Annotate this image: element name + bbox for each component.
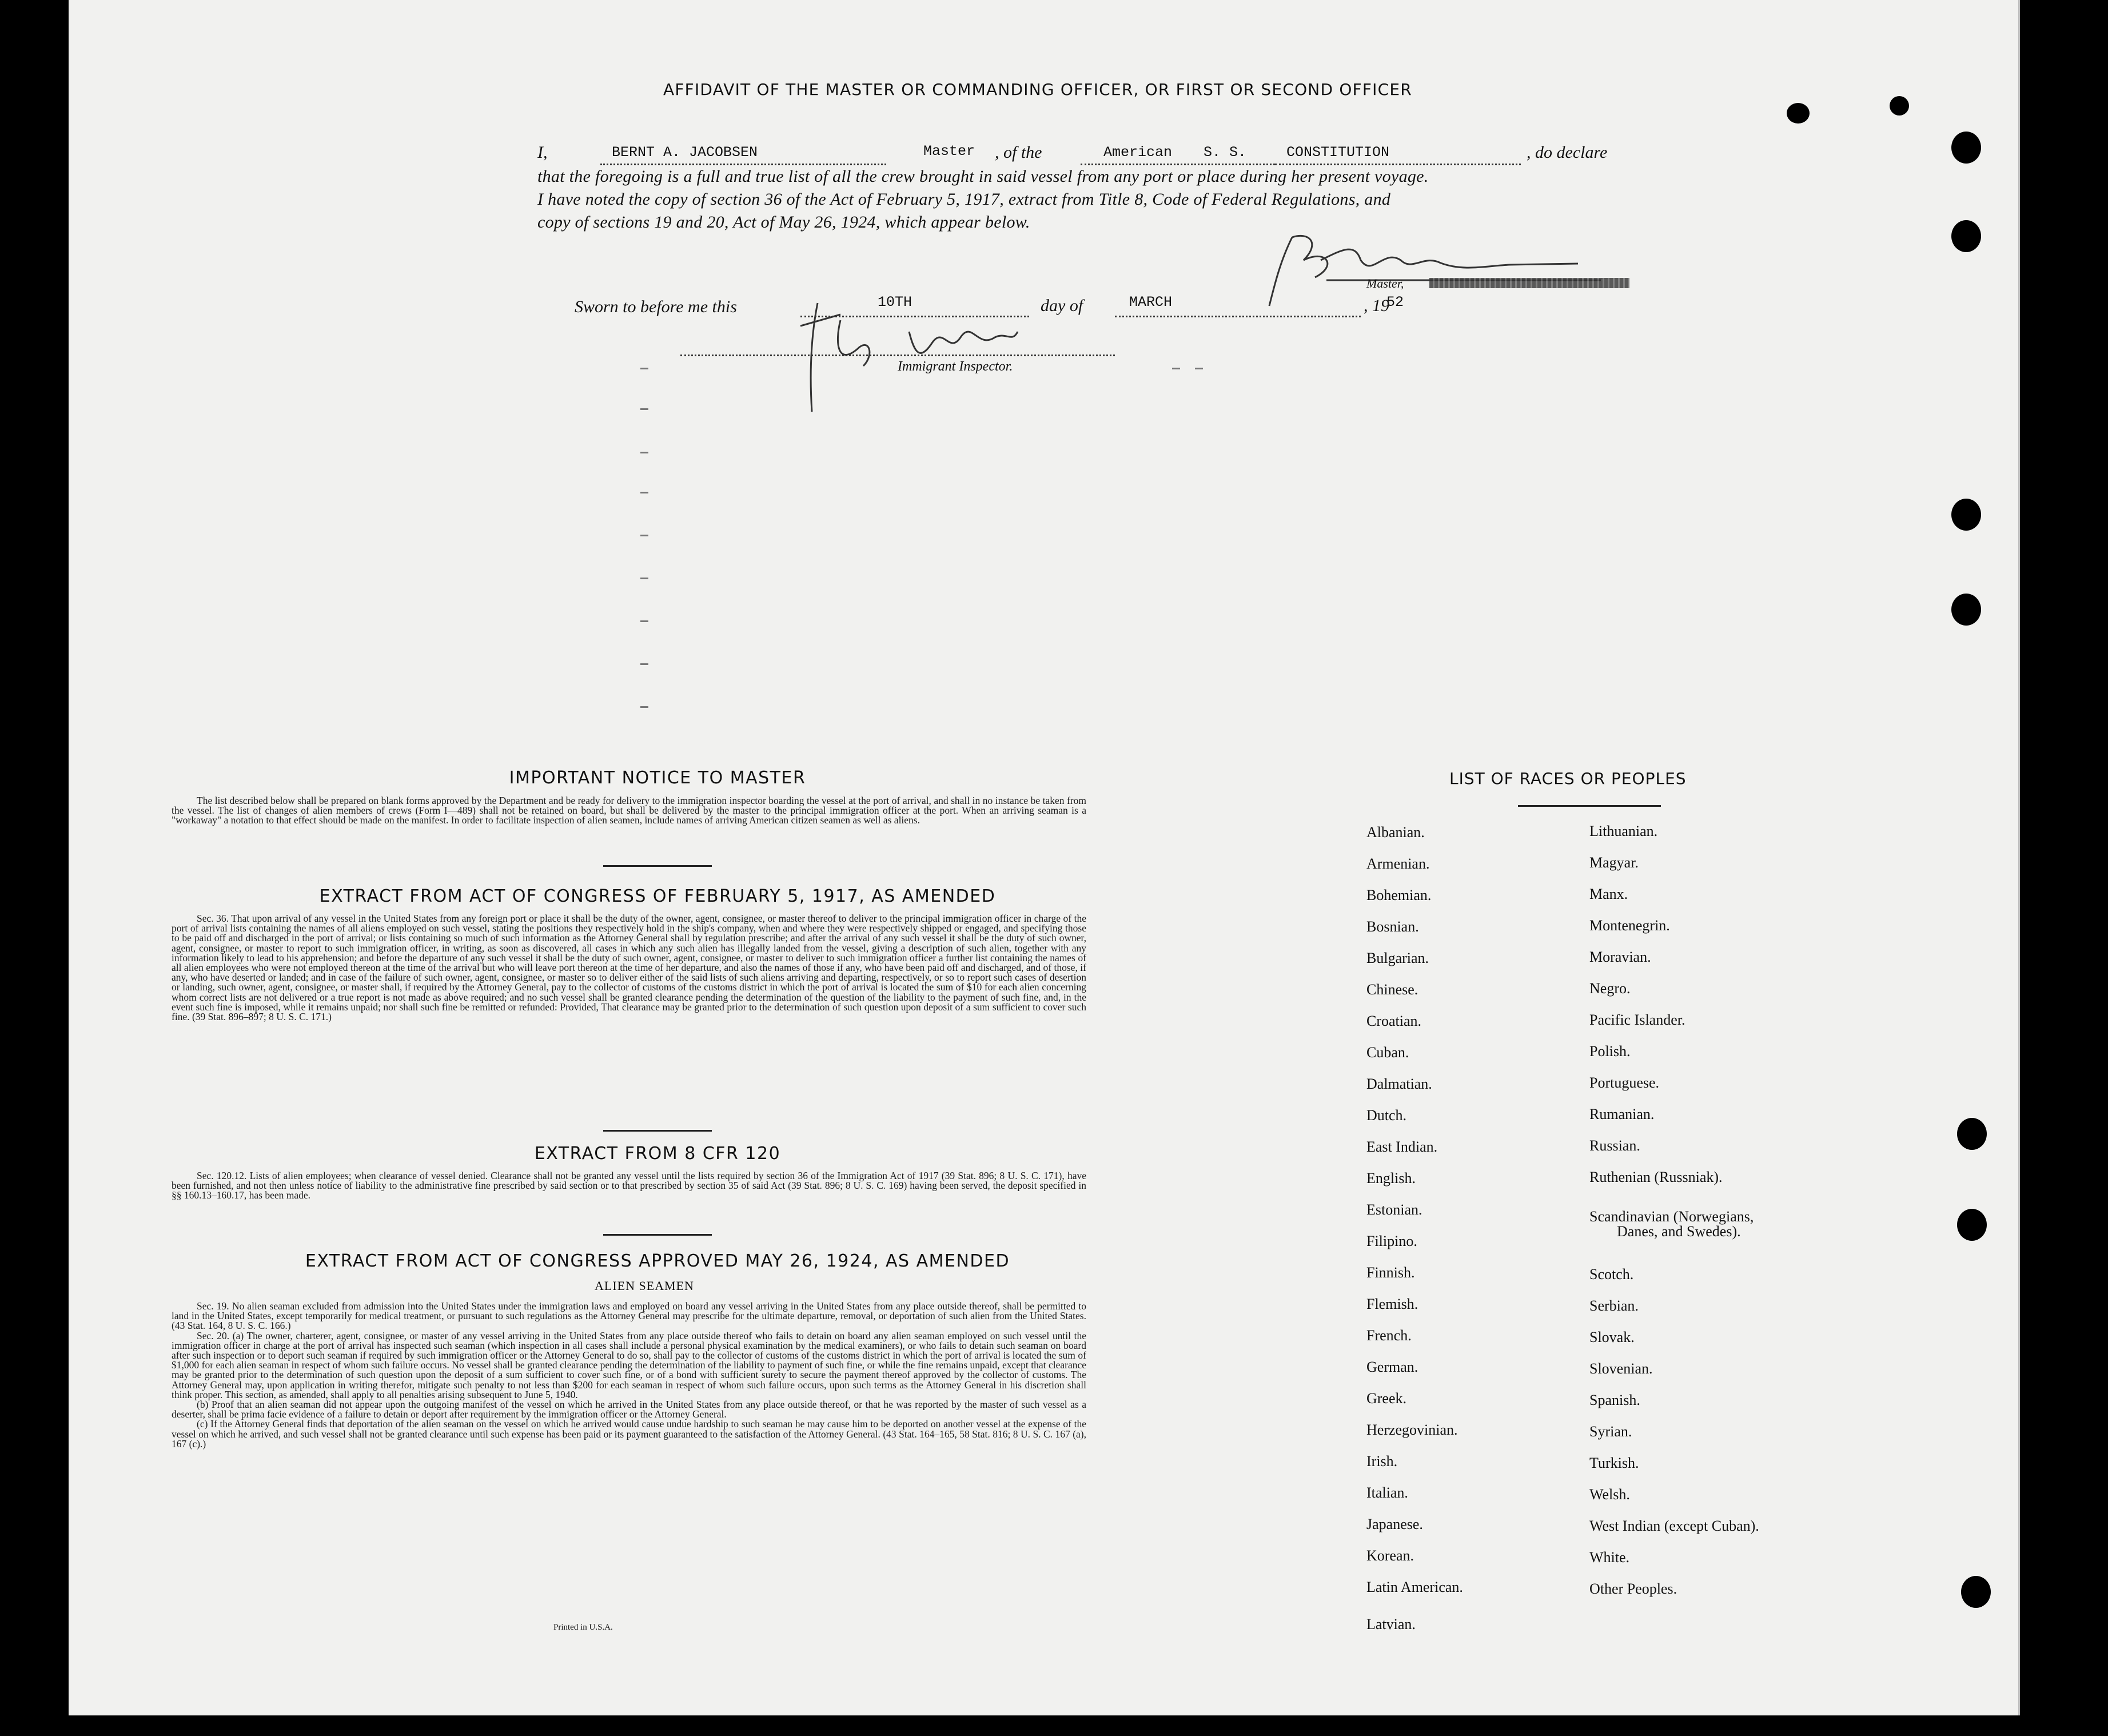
race-left-26: Latvian.: [1366, 1616, 1416, 1633]
binder-hole: [1957, 1209, 1987, 1241]
race-left-19: Greek.: [1366, 1390, 1407, 1407]
race-left-15: Finnish.: [1366, 1264, 1415, 1281]
race-right-2: Magyar.: [1589, 854, 1639, 871]
race-right-12: Ruthenian (Russniak).: [1589, 1169, 1723, 1185]
race-left-18: German.: [1366, 1359, 1418, 1375]
of-the-label: , of the: [995, 143, 1042, 162]
extract-1917-heading: EXTRACT FROM ACT OF CONGRESS OF FEBRUARY 5, 1917, AS AMENDED: [319, 886, 996, 906]
margin-dash: [640, 408, 648, 410]
margin-dash: [1195, 368, 1203, 369]
race-left-4: Bosnian.: [1366, 918, 1419, 935]
race-left-17: French.: [1366, 1327, 1412, 1344]
margin-dash: [640, 452, 648, 453]
cfr-heading: EXTRACT FROM 8 CFR 120: [534, 1144, 781, 1164]
declare-text: , do declare: [1527, 143, 1608, 162]
race-left-2: Armenian.: [1366, 855, 1430, 872]
race-right-5: Moravian.: [1589, 949, 1651, 965]
race-left-8: Cuban.: [1366, 1044, 1409, 1061]
sec-120-12-text: Sec. 120.12. Lists of alien employees; when clearance of vessel denied. Clearance shall not be granted any vessel until the lists required by section 36 of the Immigration Act of 1917 (39 Stat. 896; 8 U. S. C. 171), have been furnished, and not then unless notice of liability to the administrative fine prescribed by said section or to that prescribed by section 35 of said Act (39 Stat. 896; 8 U. S. C. 169) having been served, the deposit specified in §§ 160.13–160.17, has been made.: [172, 1170, 1086, 1201]
notice-body: [172, 796, 1086, 826]
binder-hole: [1961, 1576, 1991, 1608]
section-divider: [603, 1234, 712, 1236]
margin-dash: [640, 535, 648, 536]
vessel-prefix: S. S.: [1204, 144, 1247, 161]
struck-title: [1429, 278, 1629, 288]
day-of-label: day of: [1041, 296, 1083, 315]
alien-seamen-subheading: ALIEN SEAMEN: [595, 1279, 694, 1293]
race-left-16: Flemish.: [1366, 1296, 1418, 1312]
race-right-19: Syrian.: [1589, 1423, 1632, 1440]
race-right-15: Serbian.: [1589, 1297, 1639, 1314]
printed-in-usa: Printed in U.S.A.: [553, 1623, 613, 1632]
margin-dash: [640, 706, 648, 708]
race-left-5: Bulgarian.: [1366, 950, 1429, 966]
section-divider: [603, 865, 712, 867]
inspector-label: Immigrant Inspector.: [898, 359, 1013, 374]
extract-1917-body: [172, 914, 1086, 1022]
notice-text: The list described below shall be prepared on blank forms approved by the Department and be ready for delivery to the immigration inspector boarding the vessel at the port of arrival, and shall in no instance be taken from the vessel. The list of changes of alien members of crews (Form I—489) shall not be retained on board, but shall be delivered by the master to the principal immigration officer at the port. When an arriving seaman is a "workaway" a notation to that effect should be made on the manifest. In order to facilitate inspection of alien seamen, include names of arriving American citizen seamen as well as aliens.: [172, 795, 1086, 826]
race-right-4: Montenegrin.: [1589, 917, 1670, 934]
race-left-3: Bohemian.: [1366, 887, 1432, 903]
sworn-day: 10TH: [878, 294, 912, 310]
ink-mark: [1890, 96, 1909, 116]
declaration-prefix: I,: [537, 143, 548, 162]
race-right-22: West Indian (except Cuban).: [1589, 1518, 1759, 1534]
race-right-20: Turkish.: [1589, 1455, 1639, 1471]
race-right-18: Spanish.: [1589, 1392, 1640, 1408]
race-right-9: Portuguese.: [1589, 1074, 1660, 1091]
vessel-name: CONSTITUTION: [1286, 144, 1390, 161]
affidavit-title: AFFIDAVIT OF THE MASTER OR COMMANDING OFFICER, OR FIRST OR SECOND OFFICER: [663, 80, 1412, 99]
margin-dash: [640, 368, 648, 369]
notice-heading: IMPORTANT NOTICE TO MASTER: [509, 768, 806, 788]
race-right-13: [1589, 1209, 1754, 1239]
nationality-field: American: [1103, 144, 1173, 161]
binder-hole: [1951, 220, 1981, 252]
declaration-line-4: copy of sections 19 and 20, Act of May 26, 1924, which appear below.: [537, 213, 1030, 232]
sec-20a-text: Sec. 20. (a) The owner, charterer, agent, consignee, or master of any vessel arriving in the United States from any place outside thereof who fails to detain on board any alien seaman employed on such vessel until the immigration officer in charge at the port of arrival has inspected such seaman (which inspection in all cases shall include a personal physical examination by the medical examiners), or who fails to detain such seaman on board after such inspection or to deport such seaman if required by such immigration officer or the Attorney General to do so, shall pay to the collector of customs of the customs district in which the port of arrival is located the sum of $1,000 for each alien seaman in respect of whom such failure occurs. No vessel shall be granted clearance pending the determination of the liability to payment of such fine, or while the fine remains unpaid, except that clearance may be granted prior to the determination of such question upon the deposit of a sum sufficient to cover such fine, or of a bond with sufficient surety to secure the payment thereof approved by the collector of customs. The Attorney General may, upon application in writing therefor, mitigate such penalty to not less than $200 for each seaman in respect of whom such failure occurs, upon such terms as the Attorney General in his discretion shall think proper. This section, as amended, shall apply to all penalties arising subsequent to June 5, 1940.: [172, 1329, 1086, 1400]
race-right-11: Russian.: [1589, 1137, 1640, 1154]
race-left-12: English.: [1366, 1170, 1416, 1186]
race-left-9: Dalmatian.: [1366, 1076, 1432, 1092]
extract-1924-heading: EXTRACT FROM ACT OF CONGRESS APPROVED MAY 26, 1924, AS AMENDED: [305, 1251, 1010, 1271]
sec-20c-text: (c) If the Attorney General finds that deportation of the alien seaman on the vessel on which he arrived would cause undue hardship to such seaman he may cause him to be deported on another vessel at the expense of the vessel on which he arrived, and such vessel shall not be granted clearance until such expense has been paid or its payment guaranteed to the satisfaction of the Attorney General. (43 Stat. 164–165, 58 Stat. 816; 8 U. S. C. 167 (a), 167 (c).): [172, 1418, 1086, 1450]
binder-hole: [1951, 594, 1981, 626]
margin-dash: [640, 578, 648, 579]
inspector-line: [680, 355, 1115, 356]
race-right-3: Manx.: [1589, 886, 1628, 902]
sec-20b-text: (b) Proof that an alien seaman did not appear upon the outgoing manifest of the vessel on which he arrived in the United States from any place outside thereof, or that he was reported by the master of such vessel as a deserter, shall be prima facie evidence of a failure to detain or deport after requirement by the immigration officer or the Attorney General.: [172, 1399, 1086, 1420]
race-left-10: Dutch.: [1366, 1107, 1407, 1124]
master-title: Master,: [1366, 276, 1404, 290]
race-right-10: Rumanian.: [1589, 1106, 1655, 1122]
declaration-line-3: I have noted the copy of section 36 of the Act of February 5, 1917, extract from Title 8, Code of Federal Regulations, and: [537, 190, 1391, 209]
race-right-13-line-2: Danes, and Swedes).: [1617, 1223, 1741, 1240]
race-right-17: Slovenian.: [1589, 1360, 1653, 1377]
margin-dash: [640, 663, 648, 665]
race-right-24: Other Peoples.: [1589, 1580, 1677, 1597]
ink-mark: [1787, 103, 1810, 124]
race-left-23: Japanese.: [1366, 1516, 1423, 1532]
year-suffix: 52: [1386, 294, 1404, 310]
race-left-24: Korean.: [1366, 1547, 1414, 1564]
race-left-14: Filipino.: [1366, 1233, 1417, 1249]
race-right-21: Welsh.: [1589, 1486, 1630, 1503]
margin-dash: [1172, 368, 1180, 369]
binder-hole: [1951, 499, 1981, 531]
sworn-month: MARCH: [1129, 294, 1173, 310]
race-left-20: Herzegovinian.: [1366, 1422, 1458, 1438]
section-divider: [603, 1130, 712, 1132]
sworn-label: Sworn to before me this: [575, 297, 737, 316]
races-divider: [1518, 805, 1661, 807]
race-right-7: Pacific Islander.: [1589, 1012, 1685, 1028]
race-right-8: Polish.: [1589, 1043, 1631, 1060]
race-left-21: Irish.: [1366, 1453, 1398, 1470]
race-left-7: Croatian.: [1366, 1013, 1422, 1029]
master-name: BERNT A. JACOBSEN: [612, 144, 758, 161]
race-right-13-line-1: Scandinavian (Norwegians,: [1589, 1208, 1754, 1225]
binder-hole: [1957, 1118, 1987, 1150]
margin-dash: [640, 492, 648, 493]
extract-1924-body: [172, 1301, 1086, 1449]
race-left-22: Italian.: [1366, 1484, 1408, 1501]
year-prefix: , 19: [1364, 296, 1389, 315]
margin-dash: [640, 620, 648, 622]
race-right-1: Lithuanian.: [1589, 823, 1658, 839]
sec-36-text: Sec. 36. That upon arrival of any vessel in the United States from any foreign port or place it shall be the duty of the owner, agent, consignee, or master thereof to deliver to the principal immigration officer in charge of the port of arrival lists containing the names of all aliens employed on such vessel, stating the positions they respectively hold in the ship's company, when and where they were respectively shipped or engaged, and specifying those to be paid off and discharged in the port of arrival; or lists containing so much of such information as the Attorney General shall by regulation prescribe; and after the arrival of any such vessel it shall be the duty of such owner, agent, consignee, or master to report to such immigration officer, in writing, as soon as discovered, all cases in which any such alien has illegally landed from the vessel, giving a description of such alien, together with any information likely to lead to his apprehension; and before the departure of any such vessel it shall be the duty of such owner, agent, consignee, or master to deliver to such immigration officer a further list containing the names of all alien employees who were not employed thereon at the time of the arrival but who will leave port thereon at the time of her departure, and also the names of those if any, who have been paid off and discharged, and of those, if any, who have deserted or landed; and in case of the failure of such owner, agent, consignee, or master so to deliver either of the said lists of such aliens arriving and departing, respectively, or so to report such cases of desertion or landing, such owner, agent, consignee, or master shall, if required by the Attorney General, pay to the collector of customs of the customs district in which the port of arrival is located the sum of $10 for each alien concerning whom correct lists are not delivered or a true report is not made as above required; and no such vessel shall be granted clearance pending the determination of the question of the liability to the payment of such fine, and, in the event such fine is imposed, while it remains unpaid; nor shall such fine be remitted or refunded: Provided, That clearance may be granted prior to the determination of such question upon deposit of a sum sufficient to cover such fine. (39 Stat. 896–897; 8 U. S. C. 171.): [172, 913, 1086, 1023]
race-left-11: East Indian.: [1366, 1138, 1438, 1155]
form-sheet: [69, 0, 2020, 1715]
race-right-16: Slovak.: [1589, 1329, 1635, 1345]
race-left-6: Chinese.: [1366, 981, 1418, 998]
rank-field: Master: [923, 143, 975, 160]
race-left-1: Albanian.: [1366, 824, 1425, 841]
declaration-line-2: that the foregoing is a full and true list of all the crew brought in said vessel from any port or place during her present voyage.: [537, 167, 1429, 186]
race-right-23: White.: [1589, 1549, 1630, 1566]
sec-19-text: Sec. 19. No alien seaman excluded from admission into the United States under the immigration laws and employed on board any vessel arriving in the United States from any place outside thereof, shall be permitted to land in the United States, except temporarily for medical treatment, or pursuant to such regulations as the Attorney General may prescribe for the ultimate departure, removal, or deportation of such alien from the United States. (43 Stat. 164, 8 U. S. C. 166.): [172, 1300, 1086, 1332]
races-heading: LIST OF RACES OR PEOPLES: [1449, 769, 1687, 788]
race-right-6: Negro.: [1589, 980, 1631, 997]
cfr-body: [172, 1171, 1086, 1201]
race-left-13: Estonian.: [1366, 1201, 1422, 1218]
binder-hole: [1951, 132, 1981, 164]
race-right-14: Scotch.: [1589, 1266, 1634, 1283]
race-left-25: Latin American.: [1366, 1579, 1463, 1595]
